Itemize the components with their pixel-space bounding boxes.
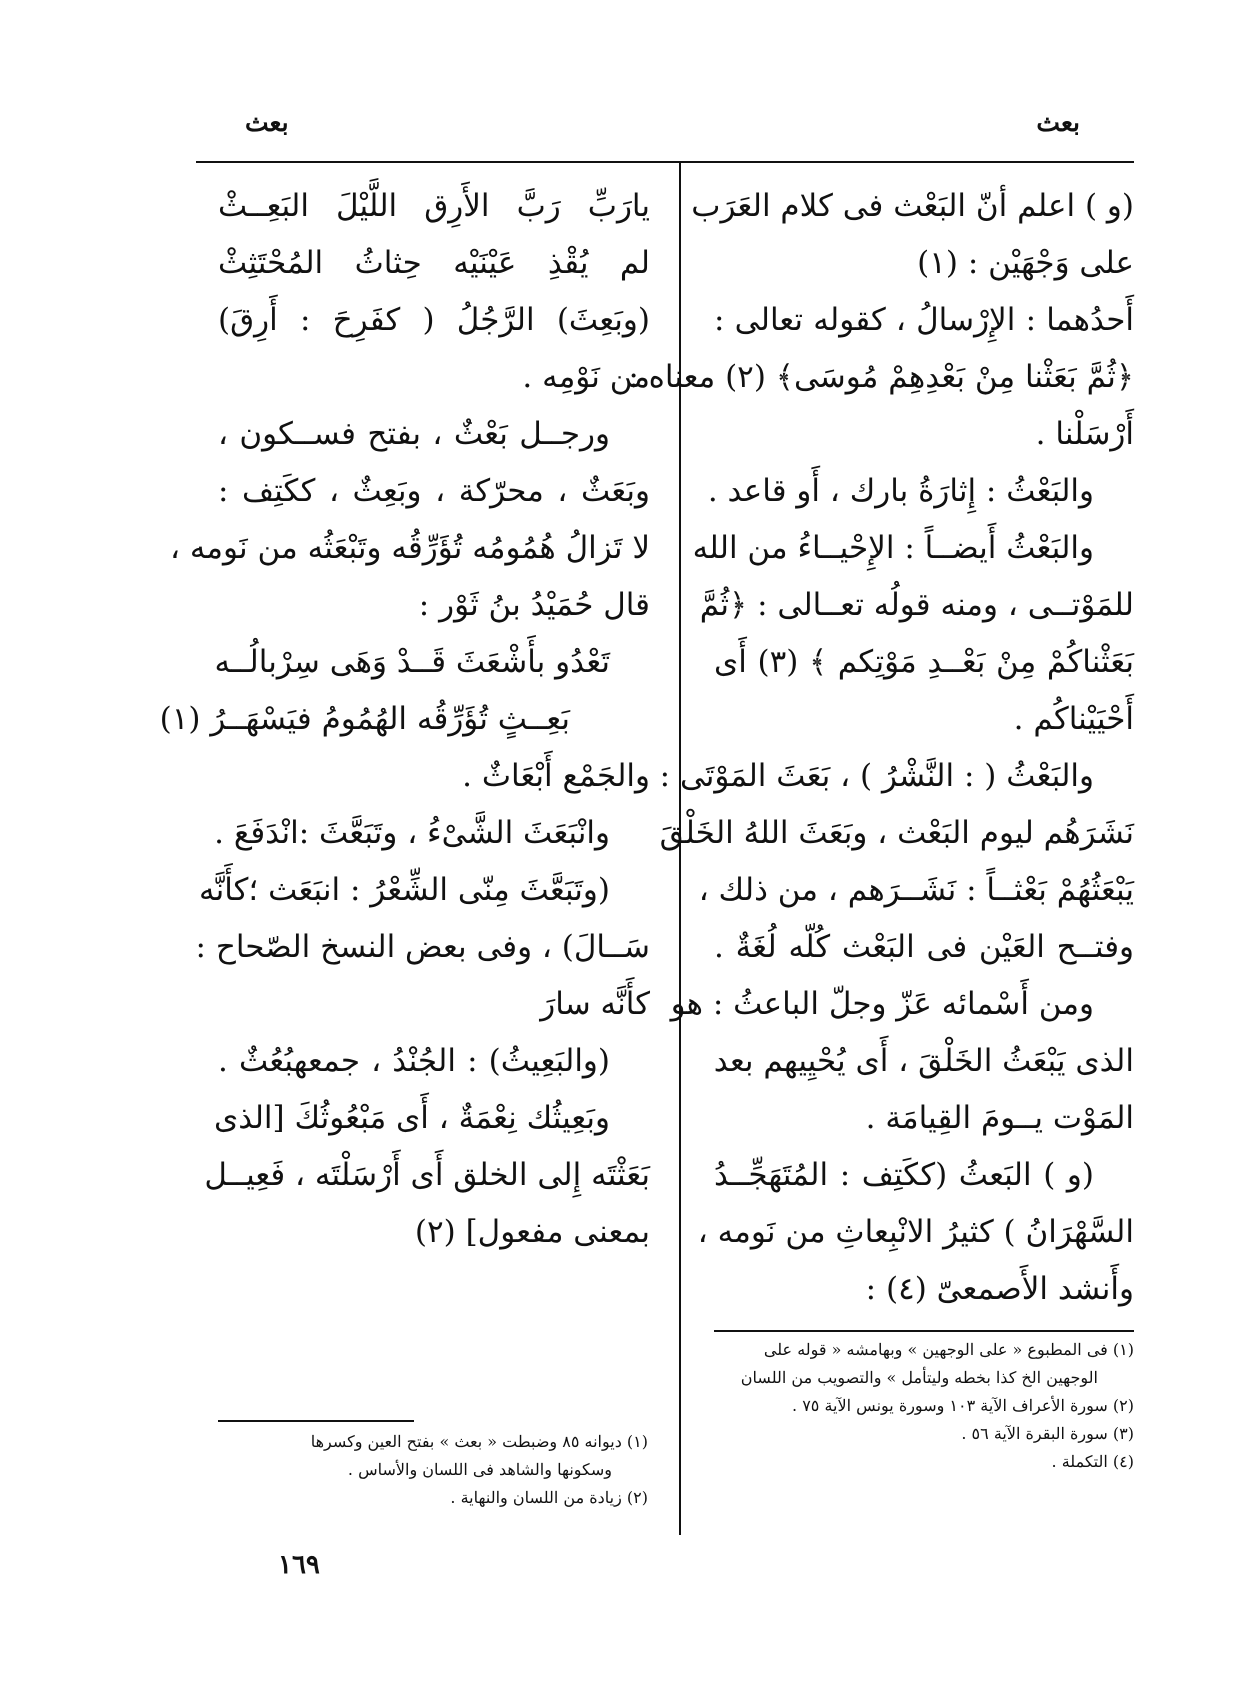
right-column [628,178,1134,1318]
verse-line: يارَبِّ رَبَّ الأَرِق اللَّيْلَ البَعِــثْ [218,188,650,224]
text-line: والبَعْثُ : إِثارَةُ بارك ، أَو قاعد . [707,473,1094,509]
text-line: وانْبَعَثَ الشَّىْءُ ، وتَبَعَّثَ :انْدَفَعَ . [214,815,610,851]
text-line: والبَعْثُ ( : النَّشْرُ ) ، بَعَثَ المَوْتَى : [659,758,1094,794]
running-header-left: بعث [245,108,289,137]
footnote: (١) ديوانه ٨٥ وضبطت « بعث » بفتح العين وكسرها [310,1432,648,1451]
text-line: أَحدُهما : الإِرْسالُ ، كقوله تعالى : [714,302,1134,338]
text-line: (وبَعِثَ) الرَّجُلُ ( كفَرِحَ : أَرِقَ) [218,302,650,338]
footnotes-left [218,1428,648,1512]
footnote-rule-left [218,1420,414,1422]
text-line: لا تَزالُ هُمُومُه تُؤَرِّقُه وتَبْعَثُه من نَومه ، [169,530,650,566]
footnote: (٢) زيادة من اللسان والنهاية . [450,1488,648,1507]
text-line: وفتــح العَيْن فى البَعْث كُلّه لُغَةٌ . [714,929,1134,965]
text-line: على وَجْهَيْن : (١) [917,245,1134,281]
footnotes-right [714,1336,1134,1476]
text-line: نَشَرَهُم ليوم البَعْث ، وبَعَثَ اللهُ الخَلْقَ [659,815,1134,851]
text-line: والبَعْثُ أَيضــاً : الإِحْيــاءُ من الله [692,530,1094,566]
text-line: والجَمْع أَبْعَاثٌ . [462,758,650,794]
text-line: بمعنى مفعول] (٢) [414,1214,650,1250]
text-line: (و ) اعلم أنّ البَعْث فى كلام العَرَب [691,188,1134,224]
text-line: بَعَثْتَه إِلى الخلق أَى أَرْسَلْتَه ، فَعِيــل [204,1157,650,1193]
header-rule [196,161,1134,163]
left-column [159,178,650,1261]
verse-line: لم يُقْذِ عَيْنَيْه حِثاثُ المُحْتَثِثْ [218,245,650,281]
running-header-right: بعث [1036,108,1080,137]
text-line: يَبْعَثُهُمْ بَعْثــاً : نَشَــرَهم ، من ذلك ، [698,872,1134,908]
verse-line: تَعْدُو بأَشْعَثَ قَــدْ وَهَى سِرْبالُــه [214,644,610,680]
text-line: ﴿ثُمَّ بَعَثْنا مِنْ بَعْدِهِمْ مُوسَى﴾ (٢) معناه : [628,359,1134,395]
text-line: قال حُمَيْدُ بنُ ثَوْر : [418,587,650,623]
text-line: وبَعِيثُك نِعْمَةٌ ، أَى مَبْعُوثُكَ [الذى [213,1100,610,1136]
page-number: ١٦٩ [278,1550,320,1580]
footnote: وسكونها والشاهد فى اللسان والأساس . [347,1460,612,1479]
footnote: (٣) سورة البقرة الآية ٥٦ . [961,1424,1134,1443]
text-line: ومن أَسْمائه عَزّ وجلّ الباعثُ : هو [670,986,1094,1022]
text-line: (وتَبَعَّثَ مِنّى الشِّعْرُ : انبَعَث ؛كأَنَّه [198,872,610,908]
verse-line: بَعِــثٍ تُؤَرِّقُه الهُمُومُ فيَسْهَــرُ (١) [159,701,570,737]
footnote: الوجهين الخ كذا بخطه وليتأمل » والتصويب من اللسان [740,1368,1098,1387]
text-line: كأَنَّه سارَ [540,986,650,1022]
text-line: بَعَثْناكُمْ مِنْ بَعْــدِ مَوْتِكم ﴾ (٣) أَى [714,644,1134,680]
text-line: أَحْيَيْناكُم . [1013,701,1134,737]
text-line: (والبَعِيثُ) : الجُنْدُ ، جمعهبُعُثٌ . [218,1043,610,1079]
footnote-rule-right [714,1330,1134,1332]
text-line: للمَوْتــى ، ومنه قولُه تعــالى : ﴿ثُمَّ [699,587,1134,623]
text-line: وبَعَثٌ ، محرّكة ، وبَعِثٌ ، ككَتِف : [218,473,650,509]
text-line: (و ) البَعثُ (ككَتِف : المُتَهَجِّــدُ [714,1157,1094,1193]
text-line: أَرْسَلْنا . [1035,416,1134,452]
text-line: الذى يَبْعَثُ الخَلْقَ ، أَى يُحْيِيهم بعد [713,1043,1134,1079]
footnote: (٢) سورة الأعراف الآية ١٠٣ وسورة يونس الآية ٧٥ . [792,1396,1134,1415]
text-line: السَّهْرَانُ ) كثيرُ الانْبِعاثِ من نَومه ، [697,1214,1134,1250]
footnote: (٤) التكملة . [1051,1452,1134,1471]
text-line: من نَوْمِه . [522,359,650,395]
footnote: (١) فى المطبوع « على الوجهين » وبهامشه « قوله على [763,1340,1134,1359]
text-line: ورجــل بَعْثٌ ، بفتح فســكون ، [218,416,610,452]
text-line: سَــالَ) ، وفى بعض النسخ الصّحاح : [195,929,650,965]
text-line: وأَنشد الأَصمعىّ (٤) : [865,1271,1134,1307]
text-line: المَوْت يــومَ القِيامَة . [865,1100,1134,1136]
